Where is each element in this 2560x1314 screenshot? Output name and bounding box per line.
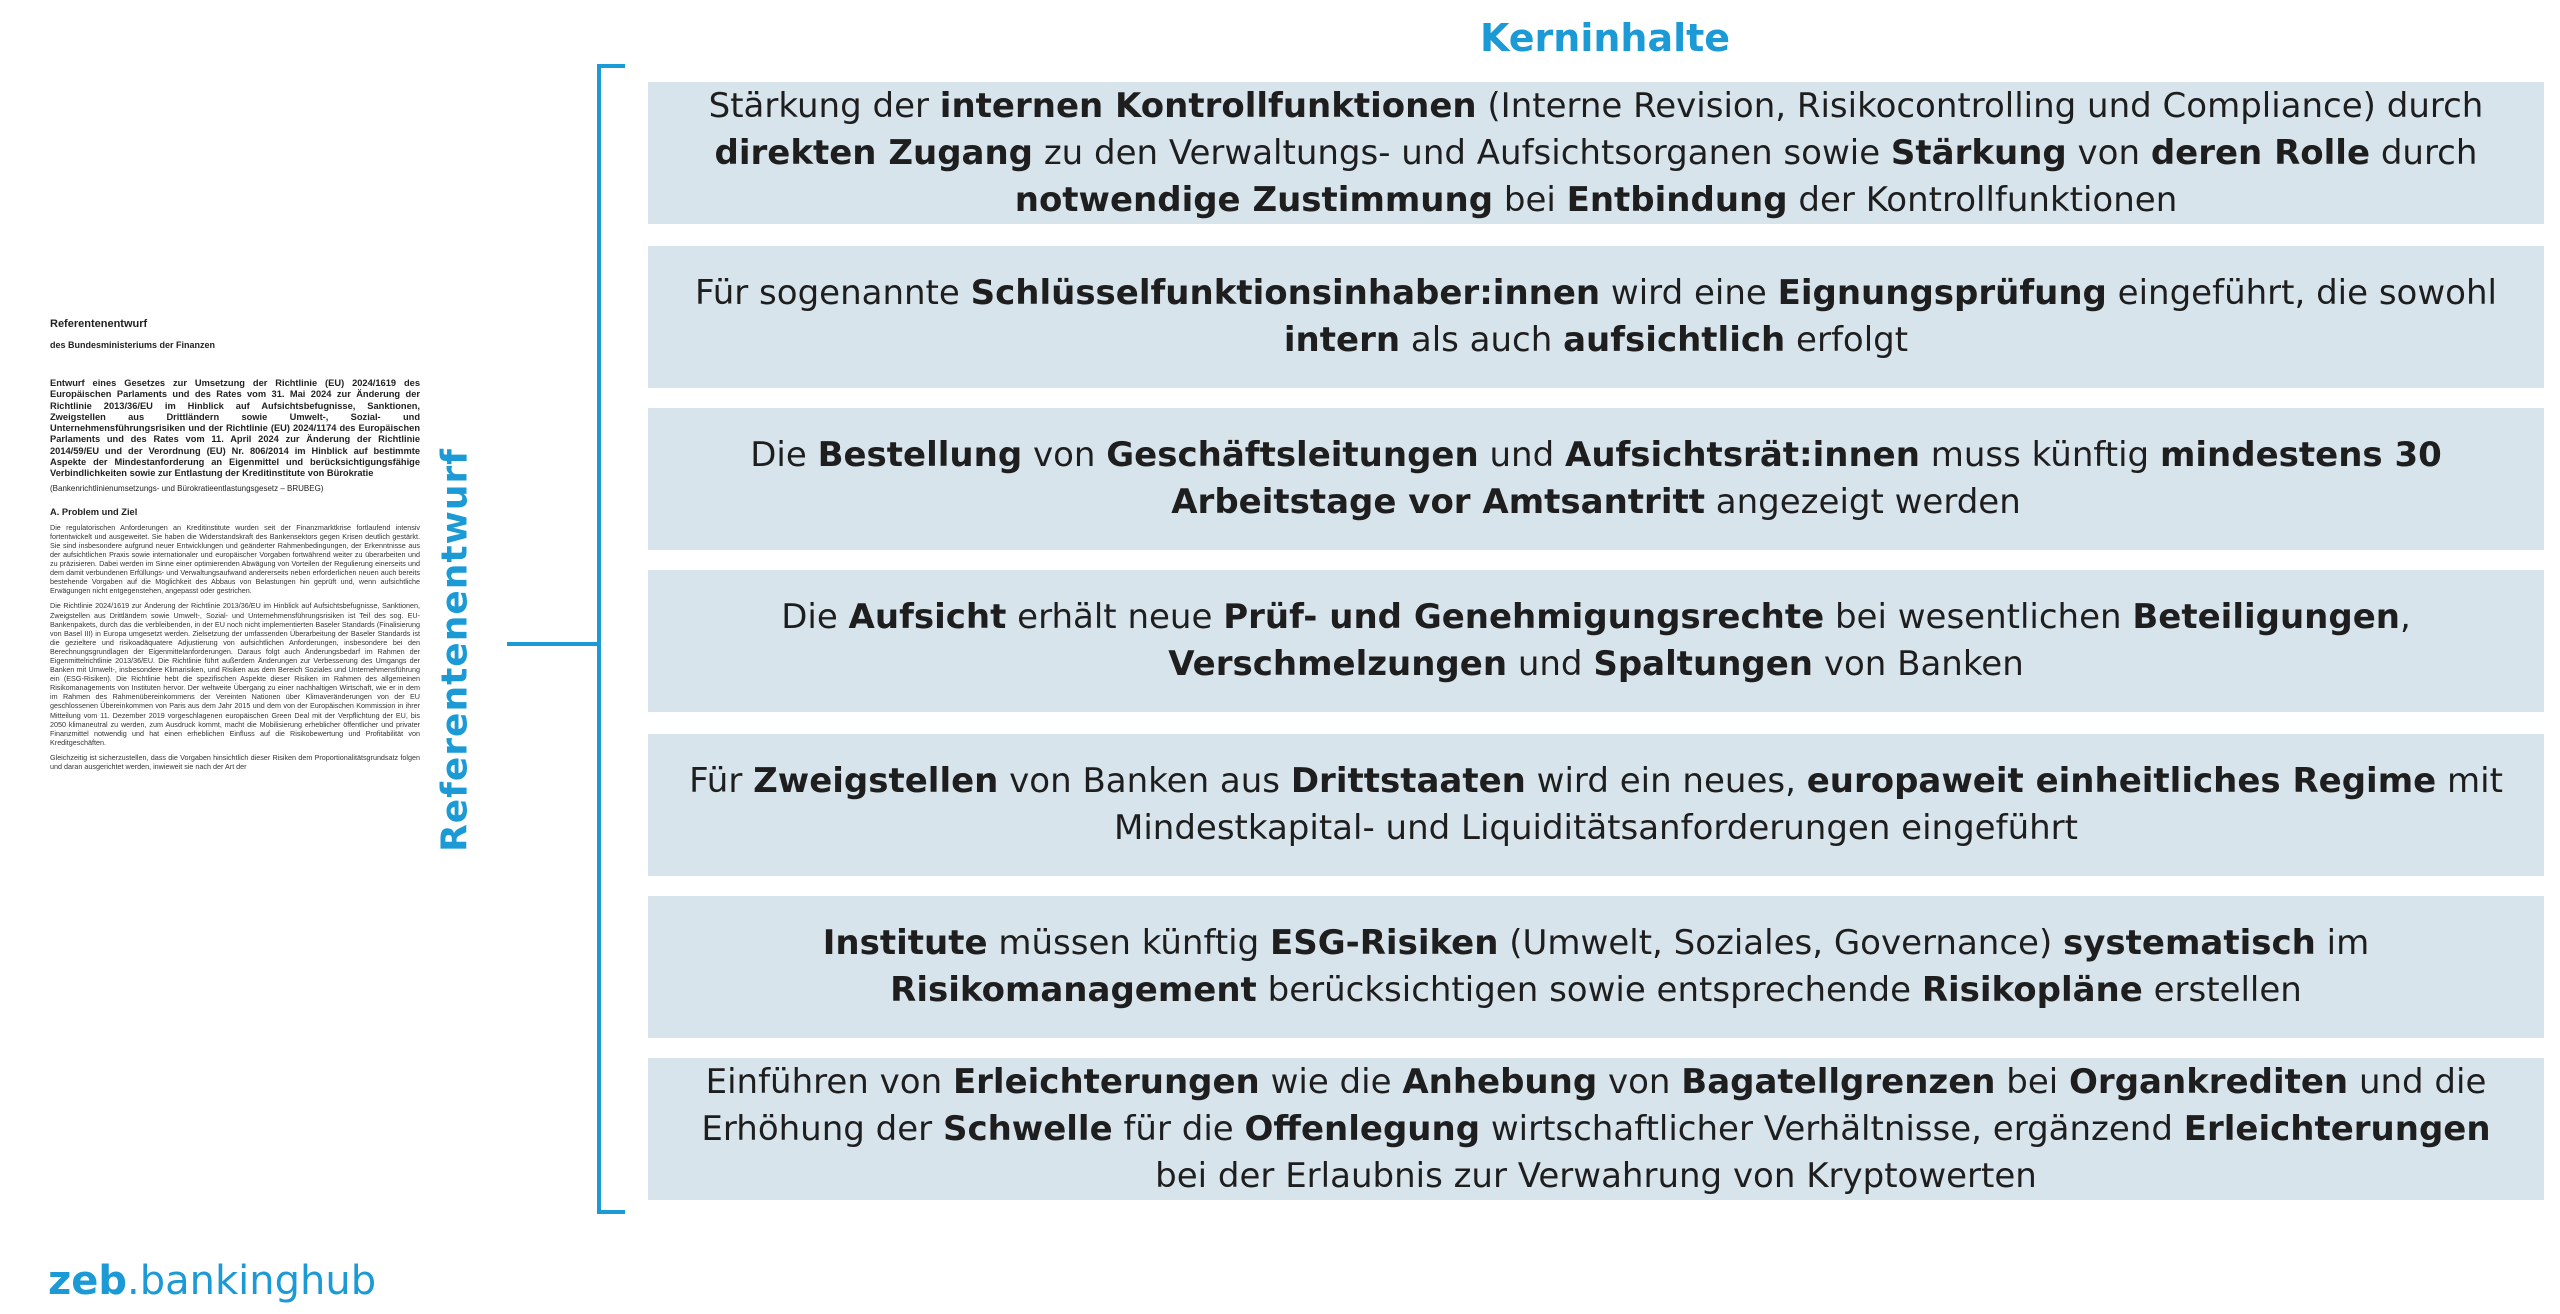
body-text: von bbox=[1597, 1061, 1682, 1102]
body-text: erstellen bbox=[2142, 970, 2302, 1010]
emphasis-text: Institute bbox=[822, 923, 988, 963]
emphasis-text: Offenlegung bbox=[1244, 1108, 1481, 1149]
document-short-title: (Bankenrichtlinienumsetzungs- und Bürokratieentlastungsgesetz – BRUBEG) bbox=[50, 483, 324, 493]
logo-bold-part: zeb bbox=[48, 1258, 128, 1304]
emphasis-text: Entbindung bbox=[1566, 179, 1788, 220]
document-paragraph: Gleichzeitig ist sicherzustellen, dass die Vorgaben hinsichtlich dieser Risiken dem Proportionalitätsgrundsatz folgen und daran ausgerichtet werden, inwieweit sie nach der Art der bbox=[50, 752, 420, 772]
body-text: von Banken aus bbox=[998, 761, 1291, 801]
emphasis-text: Beteiligungen bbox=[2132, 597, 2400, 637]
body-text: erhält neue bbox=[1006, 597, 1224, 637]
emphasis-text: Prüf- und Genehmigungsrechte bbox=[1223, 597, 1825, 637]
body-text: berücksichtigen sowie entsprechende bbox=[1256, 970, 1922, 1010]
body-text: wirtschaftlicher Verhältnisse, ergänzend bbox=[1480, 1108, 2184, 1149]
body-text: Für bbox=[689, 761, 754, 801]
body-text: erfolgt bbox=[1785, 320, 1909, 360]
body-text: durch bbox=[2370, 132, 2478, 173]
content-box bbox=[648, 246, 2544, 388]
document-title: Referentenentwurf bbox=[50, 318, 148, 330]
content-box bbox=[648, 408, 2544, 550]
content-box-text bbox=[678, 594, 2514, 688]
document-paragraph: Die Richtlinie 2024/1619 zur Änderung der Richtlinie 2013/36/EU im Hinblick auf Aufsichtsbefugnisse, Sanktionen, Zweigstellen aus Drittländern sowie Umwelt-, Sozial- und Unternehmensführungsrisiken ist Teil des sog. EU-Bankenpakets, durch das die verbleibenden, in der EU noch nicht implementierten Baseler Standards (Finalisierung von Basel III) in Europa umgesetzt werden. Zielsetzung der umfassenden Überarbeitung der Baseler Standards ist die gezieltere und risikoadäquatere Adjustierung von aufsichtlichen Anforderungen, insbesondere bei den Berechnungsgrundlagen der Eigenmittelanforderungen. Daraus folgt auch Änderungsbedarf im Rahmen der Eigenmittelrichtlinie 2013/36/EU. Die Richtlinie führt außerdem Änderungen zur Verbesserung des Umgangs der Banken mit Umwelt-, insbesondere Klimarisiken, und Risiken aus dem Bereich Soziales und Unternehmensführung ein (ESG-Risiken). Die Richtlinie hebt die spezifischen Aspekte dieser Risiken im Rahmen des allgemeinen Risikomanagements von Instituten hervor. Der weltweite Übergang zu einer nachhaltigen Wirtschaft, wie er in dem im Rahmen des Rahmenübereinkommens der Vereinten Nationen über Klimaveränderungen von der EU geschlossenen Übereinkommen von Paris aus dem Jahr 2015 und dem von der Europäischen Kommission in ihrer Mitteilung vom 11. Dezember 2019 vorgeschlagenen europäischen Green Deal mit der Verpflichtung der EU, bis 2050 klimaneutral zu werden, zum Ausdruck kommt, macht die Mobilisierung erheblicher öffentlicher und privater Finanzmittel notwendig und hat einen erheblichen Einfluss auf die Risikobewertung und Profitabilität von Kreditgeschäften. bbox=[50, 601, 420, 747]
content-box-text bbox=[678, 1059, 2514, 1200]
emphasis-text: Schlüsselfunktionsinhaber:innen bbox=[970, 273, 1601, 313]
content-box-text bbox=[678, 920, 2514, 1014]
content-box bbox=[648, 1058, 2544, 1200]
document-section-heading: A. Problem und Ziel bbox=[50, 506, 138, 517]
content-box-text bbox=[678, 83, 2514, 224]
body-text: Stärkung der bbox=[708, 85, 940, 126]
body-text: Einführen von bbox=[705, 1061, 953, 1102]
body-text: der Kontrollfunktionen bbox=[1787, 179, 2178, 220]
body-text: und die Erhöhung der bbox=[701, 1061, 2487, 1149]
body-text: wird eine bbox=[1600, 273, 1778, 313]
body-text: wird ein neues, bbox=[1525, 761, 1807, 801]
emphasis-text: direkten Zugang bbox=[714, 132, 1034, 173]
document-law-title: Entwurf eines Gesetzes zur Umsetzung der Richtlinie (EU) 2024/1619 des Europäischen Parlaments und des Rates vom 31. Mai 2024 zur Änderung der Richtlinie 2013/36/EU im Hinblick auf Aufsichtsbefugnisse, Sanktionen, Zweigstellen aus Drittländern sowie Umwelt-, Sozial- und Unternehmensführungsrisiken und der Richtlinie (EU) 2024/1174 des Europäischen Parlaments und des Rates vom 11. April 2024 zur Änderung der Richtlinie 2014/59/EU und der Verordnung (EU) Nr. 806/2014 im Hinblick auf bestimmte Aspekte der Mindestanforderung an Eigenmittel und berücksichtigungsfähige Verbindlichkeiten sowie zur Entlastung der Kreditinstitute von Bürokratie bbox=[50, 378, 420, 479]
body-text: als auch bbox=[1400, 320, 1564, 360]
emphasis-text: Eignungsprüfung bbox=[1777, 273, 2107, 313]
body-text: und bbox=[1478, 435, 1565, 475]
section-heading: Kerninhalte bbox=[1480, 16, 1731, 60]
emphasis-text: Geschäftsleitungen bbox=[1106, 435, 1479, 475]
body-text: bei bbox=[1995, 1061, 2070, 1102]
body-text: Die bbox=[781, 597, 849, 637]
body-text: im bbox=[2315, 923, 2370, 963]
emphasis-text: Stärkung bbox=[1890, 132, 2067, 173]
body-text: (Umwelt, Soziales, Governance) bbox=[1498, 923, 2064, 963]
body-text: von bbox=[1022, 435, 1107, 475]
emphasis-text: Schwelle bbox=[942, 1108, 1113, 1149]
emphasis-text: deren Rolle bbox=[2150, 132, 2371, 173]
document-paragraph: Die regulatorischen Anforderungen an Kreditinstitute wurden seit der Finanzmarktkrise fortlaufend intensiv fortentwickelt und ausgeweitet. Sie haben die Widerstandskraft des Bankensektors gegen Krisen deutlich gestärkt. Sie sind insbesondere aufgrund neuer Entwicklungen und geänderter Rahmenbedingungen, der Erkenntnisse aus der aufsichtlichen Praxis sowie internationaler und europäischer Vorgaben fortwährend weiter zu überarbeiten und zu präzisieren. Dabei werden im Sinne einer optimierenden Abwägung von Vorteilen der Regulierung einerseits und dem damit verbundenen Erfüllungs- und Verwaltungsaufwand andererseits neben erforderlichen neuen auch bereits bestehende Vorgaben auf die Möglichkeit des Abbaus von Belastungen hin geprüft und, wenn aufsichtliche Erwägungen nicht entgegenstehen, angepasst oder gestrichen. bbox=[50, 522, 420, 596]
body-text: müssen künftig bbox=[987, 923, 1271, 963]
body-text: eingeführt, die sowohl bbox=[2106, 273, 2497, 313]
emphasis-text: Anhebung bbox=[1402, 1061, 1598, 1102]
emphasis-text: Aufsicht bbox=[848, 597, 1007, 637]
bracket bbox=[597, 64, 625, 1214]
emphasis-text: Bagatellgrenzen bbox=[1681, 1061, 1996, 1102]
body-text: (Interne Revision, Risikocontrolling und Compliance) durch bbox=[1476, 85, 2484, 126]
emphasis-text: Erleichterungen bbox=[952, 1061, 1260, 1102]
body-text: bei der Erlaubnis zur Verwahrung von Kryptowerten bbox=[1155, 1155, 2037, 1196]
body-text: mit Mindestkapital- und Liquiditätsanforderungen eingeführt bbox=[1114, 761, 2503, 848]
body-text: bei wesentlichen bbox=[1824, 597, 2133, 637]
body-text: bei bbox=[1493, 179, 1567, 220]
content-box-text bbox=[678, 432, 2514, 526]
content-box bbox=[648, 896, 2544, 1038]
body-text: zu den Verwaltungs- und Aufsichtsorganen sowie bbox=[1033, 132, 1891, 173]
content-box-text bbox=[678, 758, 2514, 852]
emphasis-text: Bestellung bbox=[817, 435, 1023, 475]
emphasis-text: notwendige Zustimmung bbox=[1014, 179, 1494, 220]
emphasis-text: europaweit einheitliches Regime bbox=[1806, 761, 2437, 801]
body-text: Für sogenannte bbox=[695, 273, 971, 313]
emphasis-text: Drittstaaten bbox=[1290, 761, 1526, 801]
content-box bbox=[648, 82, 2544, 224]
body-text: muss künftig bbox=[1919, 435, 2160, 475]
logo-text-part: .bankinghub bbox=[127, 1258, 377, 1304]
content-box bbox=[648, 734, 2544, 876]
body-text: für die bbox=[1112, 1108, 1245, 1149]
zeb-bankinghub-logo bbox=[48, 1258, 376, 1304]
document-preview bbox=[50, 318, 420, 777]
emphasis-text: Aufsichtsrät:innen bbox=[1565, 435, 1920, 475]
body-text: Die bbox=[750, 435, 818, 475]
connector-line bbox=[507, 642, 597, 646]
emphasis-text: internen Kontrollfunktionen bbox=[939, 85, 1477, 126]
emphasis-text: Spaltungen bbox=[1593, 644, 1814, 684]
emphasis-text: Erleichterungen bbox=[2183, 1108, 2491, 1149]
body-text: wie die bbox=[1259, 1061, 1403, 1102]
content-box-text bbox=[678, 270, 2514, 364]
body-text: und bbox=[1507, 644, 1594, 684]
vertical-label: Referentenentwurf bbox=[434, 448, 476, 852]
emphasis-text: ESG-Risiken bbox=[1270, 923, 1499, 963]
emphasis-text: Risikomanagement bbox=[890, 970, 1257, 1010]
emphasis-text: Verschmelzungen bbox=[1168, 644, 1508, 684]
document-ministry: des Bundesministeriums der Finanzen bbox=[50, 340, 216, 350]
emphasis-text: aufsichtlich bbox=[1563, 320, 1786, 360]
emphasis-text: systematisch bbox=[2063, 923, 2316, 963]
emphasis-text: mindestens 30 Arbeitstage vor Amtsantritt bbox=[1171, 435, 2442, 522]
emphasis-text: intern bbox=[1283, 320, 1401, 360]
emphasis-text: Zweigstellen bbox=[753, 761, 999, 801]
body-text: von bbox=[2066, 132, 2151, 173]
body-text: , bbox=[2400, 597, 2411, 637]
body-text: angezeigt werden bbox=[1704, 482, 2021, 522]
emphasis-text: Risikopläne bbox=[1921, 970, 2143, 1010]
body-text: von Banken bbox=[1813, 644, 2024, 684]
content-box bbox=[648, 570, 2544, 712]
emphasis-text: Organkrediten bbox=[2069, 1061, 2349, 1102]
